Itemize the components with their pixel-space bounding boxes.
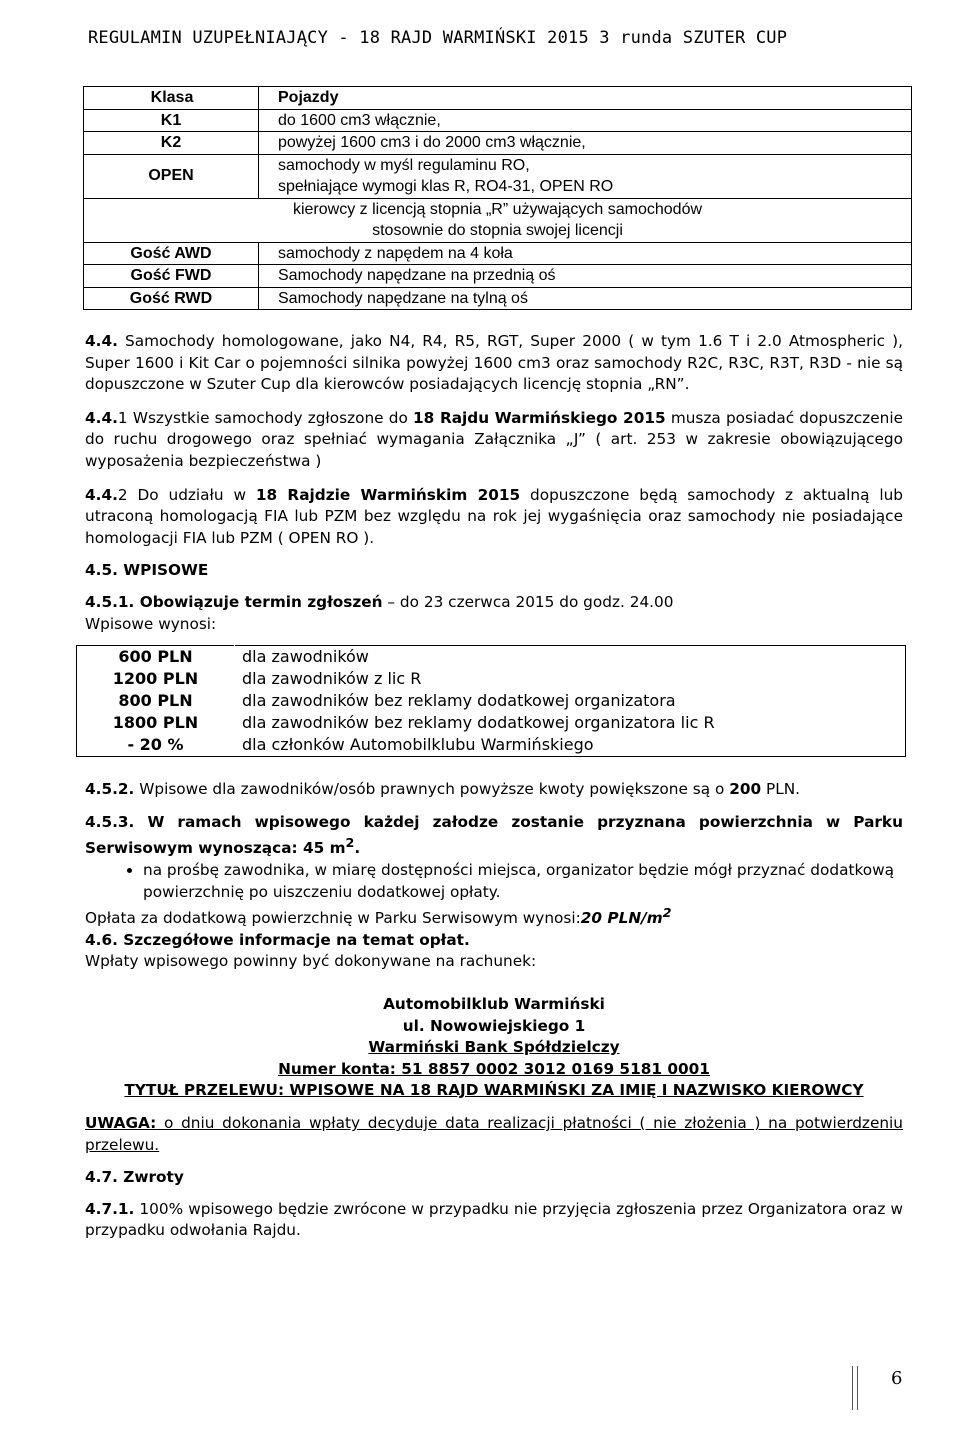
section-number: 4.7.1. bbox=[85, 1199, 135, 1218]
section-4-7-title: 4.7. Zwroty bbox=[85, 1168, 184, 1187]
fee-row bbox=[77, 646, 906, 669]
document-body bbox=[85, 86, 903, 1242]
class-guest-awd-desc: samochody z napędem na 4 koła bbox=[259, 242, 912, 265]
section-text-cont: musza posiadać dopuszczenie do ruchu drogowego oraz spełniać wymagania Załącznika „J” ( art. 253 w zakresie obowiązującego wyposażenia bezpieczeństwa ) bbox=[85, 408, 903, 470]
rally-name: 18 Rajdu Warmińskiego 2015 bbox=[413, 408, 666, 427]
table-row bbox=[84, 87, 912, 110]
bank-recipient: Automobilklub Warmiński bbox=[383, 995, 605, 1014]
table-row bbox=[84, 154, 912, 198]
licence-note-line2: stosownie do stopnia swojej licencji bbox=[372, 222, 623, 239]
section-text: Samochody homologowane, jako N4, R4, R5, RGT, Super 2000 ( w tym 1.6 T i 2.0 Atmospheric ), Super 1600 i Kit Car o pojemności silnika powyżej 1600 cm3 oraz samochody R2C, R3C, R3T, R3D - nie są dopuszczone w Szuter Cup dla kierowców posiadających licencję stopnia „RN”. bbox=[85, 332, 903, 394]
section-text: Wszystkie samochody zgłoszone do bbox=[127, 408, 414, 427]
section-4-4 bbox=[85, 331, 903, 396]
fee-description: dla zawodników bez reklamy dodatkowej organizatora lic R bbox=[235, 712, 906, 734]
section-4-5-3 bbox=[85, 812, 903, 860]
class-open-desc bbox=[259, 154, 912, 198]
fee-amount: - 20 % bbox=[77, 734, 235, 757]
table-row bbox=[84, 287, 912, 310]
fee-description: dla członków Automobilklubu Warmińskiego bbox=[235, 734, 906, 757]
fee-row bbox=[77, 690, 906, 712]
section-4-6-title: 4.6. Szczegółowe informacje na temat opłat. bbox=[85, 930, 470, 949]
bank-account: Numer konta: 51 8857 0002 3012 0169 5181 0001 bbox=[278, 1059, 710, 1078]
note-label: UWAGA: bbox=[85, 1114, 157, 1133]
fee-description: dla zawodników bez reklamy dodatkowej organizatora bbox=[235, 690, 906, 712]
fee-amount: 1200 PLN bbox=[77, 668, 235, 690]
table-row bbox=[84, 132, 912, 155]
surcharge-currency: PLN. bbox=[761, 780, 801, 799]
fee-amount: 1800 PLN bbox=[77, 712, 235, 734]
section-text-cont: dopuszczone będą samochody z aktualną lub utraconą homologacją FIA lub PZM bez względu na rok jej wygaśnięcia oraz samochody nie posiadające homologacji FIA lub PZM ( OPEN RO ). bbox=[85, 485, 903, 547]
class-guest-fwd-desc: Samochody napędzane na przednią oś bbox=[259, 265, 912, 288]
rally-name: 18 Rajdzie Warmińskim 2015 bbox=[255, 485, 521, 504]
note-text: o dniu dokonania wpłaty decyduje data realizacji płatności ( nie złożenia ) na potwierdzeniu przelewu. bbox=[85, 1114, 903, 1154]
fee-description: dla zawodników bbox=[235, 646, 906, 669]
section-4-5-title: 4.5. WPISOWE bbox=[85, 561, 209, 580]
class-guest-rwd: Gość RWD bbox=[84, 287, 259, 310]
transfer-title: TYTUŁ PRZELEWU: WPISOWE NA 18 RAJD WARMIŃSKI ZA IMIĘ I NAZWISKO KIEROWCY bbox=[124, 1081, 864, 1100]
fee-table bbox=[76, 645, 906, 757]
extra-space-fee bbox=[85, 903, 903, 930]
bank-details bbox=[85, 994, 903, 1102]
class-k2: K2 bbox=[84, 132, 259, 155]
section-number-sub: 1 bbox=[117, 408, 128, 427]
section-number: 4.4. bbox=[85, 332, 118, 350]
class-guest-awd: Gość AWD bbox=[84, 242, 259, 265]
fee-label: Wpisowe wynosi: bbox=[85, 614, 217, 633]
deadline-text: – do 23 czerwca 2015 do godz. 24.00 bbox=[382, 592, 674, 611]
licence-note bbox=[84, 198, 912, 242]
square-sup: 2 bbox=[345, 836, 355, 852]
section-number: 4.4. bbox=[85, 408, 118, 427]
extra-space-text: Opłata za dodatkową powierzchnię w Parku Serwisowym wynosi: bbox=[85, 909, 581, 928]
section-number: 4.4. bbox=[85, 485, 118, 504]
bullet-list bbox=[85, 860, 903, 903]
fee-row bbox=[77, 712, 906, 734]
list-item: • na prośbę zawodnika, w miarę dostępności miejsca, organizator będzie mógł przyznać dodatkową powierzchnię po uiszczeniu dodatkowej opłaty. bbox=[143, 860, 903, 903]
table-row bbox=[84, 242, 912, 265]
section-4-7-1 bbox=[85, 1199, 903, 1242]
section-number-sub: 2 bbox=[117, 485, 128, 504]
fee-row bbox=[77, 668, 906, 690]
section-4-5-2 bbox=[85, 779, 903, 801]
class-open-desc-line2: spełniające wymogi klas R, RO4-31, OPEN RO bbox=[278, 178, 614, 195]
class-k1: K1 bbox=[84, 109, 259, 132]
service-park-text: 4.5.3. W ramach wpisowego każdej załodze zostanie przyznana powierzchnia w Parku Serwisowym wynosząca: 45 m bbox=[85, 812, 903, 858]
section-text: Wpisowe dla zawodników/osób prawnych powyższe kwoty powiększone są o bbox=[134, 780, 730, 799]
class-open-desc-line1: samochody w myśl regulaminu RO, bbox=[278, 156, 530, 174]
table-row bbox=[84, 265, 912, 288]
payment-note bbox=[85, 1113, 903, 1156]
extra-space-value: 20 PLN/m bbox=[580, 909, 663, 928]
licence-note-line1: kierowcy z licencją stopnia „R” używających samochodów bbox=[292, 200, 703, 218]
section-4-6-text: Wpłaty wpisowego powinny być dokonywane na rachunek: bbox=[85, 952, 537, 971]
surcharge-amount: 200 bbox=[729, 780, 762, 799]
dot: . bbox=[354, 839, 361, 858]
extra-space-sup: 2 bbox=[662, 906, 672, 922]
fee-amount: 800 PLN bbox=[77, 690, 235, 712]
page-number-bar bbox=[852, 1366, 858, 1410]
class-open: OPEN bbox=[84, 154, 259, 198]
page-number: 6 bbox=[891, 1368, 903, 1389]
class-k1-desc: do 1600 cm3 włącznie, bbox=[259, 109, 912, 132]
section-4-5-1 bbox=[85, 592, 903, 614]
class-guest-rwd-desc: Samochody napędzane na tylną oś bbox=[259, 287, 912, 310]
class-guest-fwd: Gość FWD bbox=[84, 265, 259, 288]
bank-name: Warmiński Bank Spółdzielczy bbox=[368, 1038, 620, 1057]
table-row bbox=[84, 109, 912, 132]
section-text: 100% wpisowego będzie zwrócone w przypadku nie przyjęcia zgłoszenia przez Organizatora oraz w przypadku odwołania Rajdu. bbox=[85, 1199, 903, 1240]
fee-row bbox=[77, 734, 906, 757]
vehicle-class-table bbox=[83, 86, 912, 310]
fee-amount: 600 PLN bbox=[77, 646, 235, 669]
deadline-label: 4.5.1. Obowiązuje termin zgłoszeń bbox=[85, 592, 383, 611]
section-4-4-1 bbox=[85, 408, 903, 473]
fee-description: dla zawodników z lic R bbox=[235, 668, 906, 690]
vehicles-header: Pojazdy bbox=[259, 87, 912, 110]
table-row bbox=[84, 198, 912, 242]
class-k2-desc: powyżej 1600 cm3 i do 2000 cm3 włącznie, bbox=[259, 132, 912, 155]
class-header: Klasa bbox=[84, 87, 259, 110]
page-header: REGULAMIN UZUPEŁNIAJĄCY - 18 RAJD WARMIŃSKI 2015 3 runda SZUTER CUP bbox=[88, 28, 788, 48]
section-4-4-2 bbox=[85, 485, 903, 550]
section-text: Do udziału w bbox=[127, 485, 256, 504]
section-number: 4.5.2. bbox=[85, 780, 135, 799]
bank-address: ul. Nowowiejskiego 1 bbox=[402, 1016, 586, 1035]
